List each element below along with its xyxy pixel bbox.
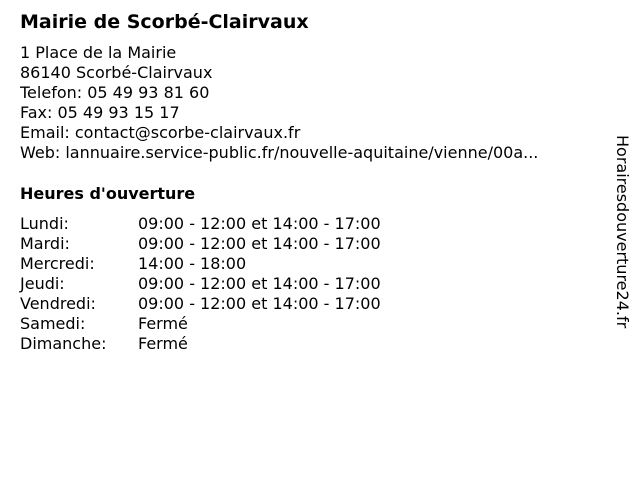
fax-number: Fax: 05 49 93 15 17 xyxy=(20,103,180,122)
page-title: Mairie de Scorbé-Clairvaux xyxy=(20,11,309,33)
hours-row-monday xyxy=(20,214,381,234)
day-label: Jeudi: xyxy=(20,274,65,293)
website-url: Web: lannuaire.service-public.fr/nouvelle-aquitaine/vienne/00a... xyxy=(20,143,539,162)
opening-hours-table xyxy=(20,214,381,354)
time-value: 09:00 - 12:00 et 14:00 - 17:00 xyxy=(138,294,381,313)
time-value: 09:00 - 12:00 et 14:00 - 17:00 xyxy=(138,274,381,293)
day-label: Vendredi: xyxy=(20,294,96,313)
time-value: 14:00 - 18:00 xyxy=(138,254,247,273)
time-value: 09:00 - 12:00 et 14:00 - 17:00 xyxy=(138,214,381,233)
hours-row-thursday xyxy=(20,274,381,294)
time-value: 09:00 - 12:00 et 14:00 - 17:00 xyxy=(138,234,381,253)
email-address: Email: contact@scorbe-clairvaux.fr xyxy=(20,123,301,142)
time-value: Fermé xyxy=(138,334,188,353)
day-label: Mercredi: xyxy=(20,254,95,273)
day-label: Lundi: xyxy=(20,214,69,233)
hours-row-friday xyxy=(20,294,381,314)
time-value: Fermé xyxy=(138,314,188,333)
hours-row-sunday xyxy=(20,334,381,354)
contact-block xyxy=(20,43,605,163)
hours-row-saturday xyxy=(20,314,381,334)
postal-city: 86140 Scorbé-Clairvaux xyxy=(20,63,213,82)
site-watermark: Horairesdouverture24.fr xyxy=(613,135,632,329)
day-label: Samedi: xyxy=(20,314,86,333)
street-address: 1 Place de la Mairie xyxy=(20,43,177,62)
hours-row-tuesday xyxy=(20,234,381,254)
day-label: Dimanche: xyxy=(20,334,107,353)
hours-row-wednesday xyxy=(20,254,381,274)
phone-number: Telefon: 05 49 93 81 60 xyxy=(20,83,210,102)
opening-hours-heading: Heures d'ouverture xyxy=(20,184,196,203)
day-label: Mardi: xyxy=(20,234,70,253)
